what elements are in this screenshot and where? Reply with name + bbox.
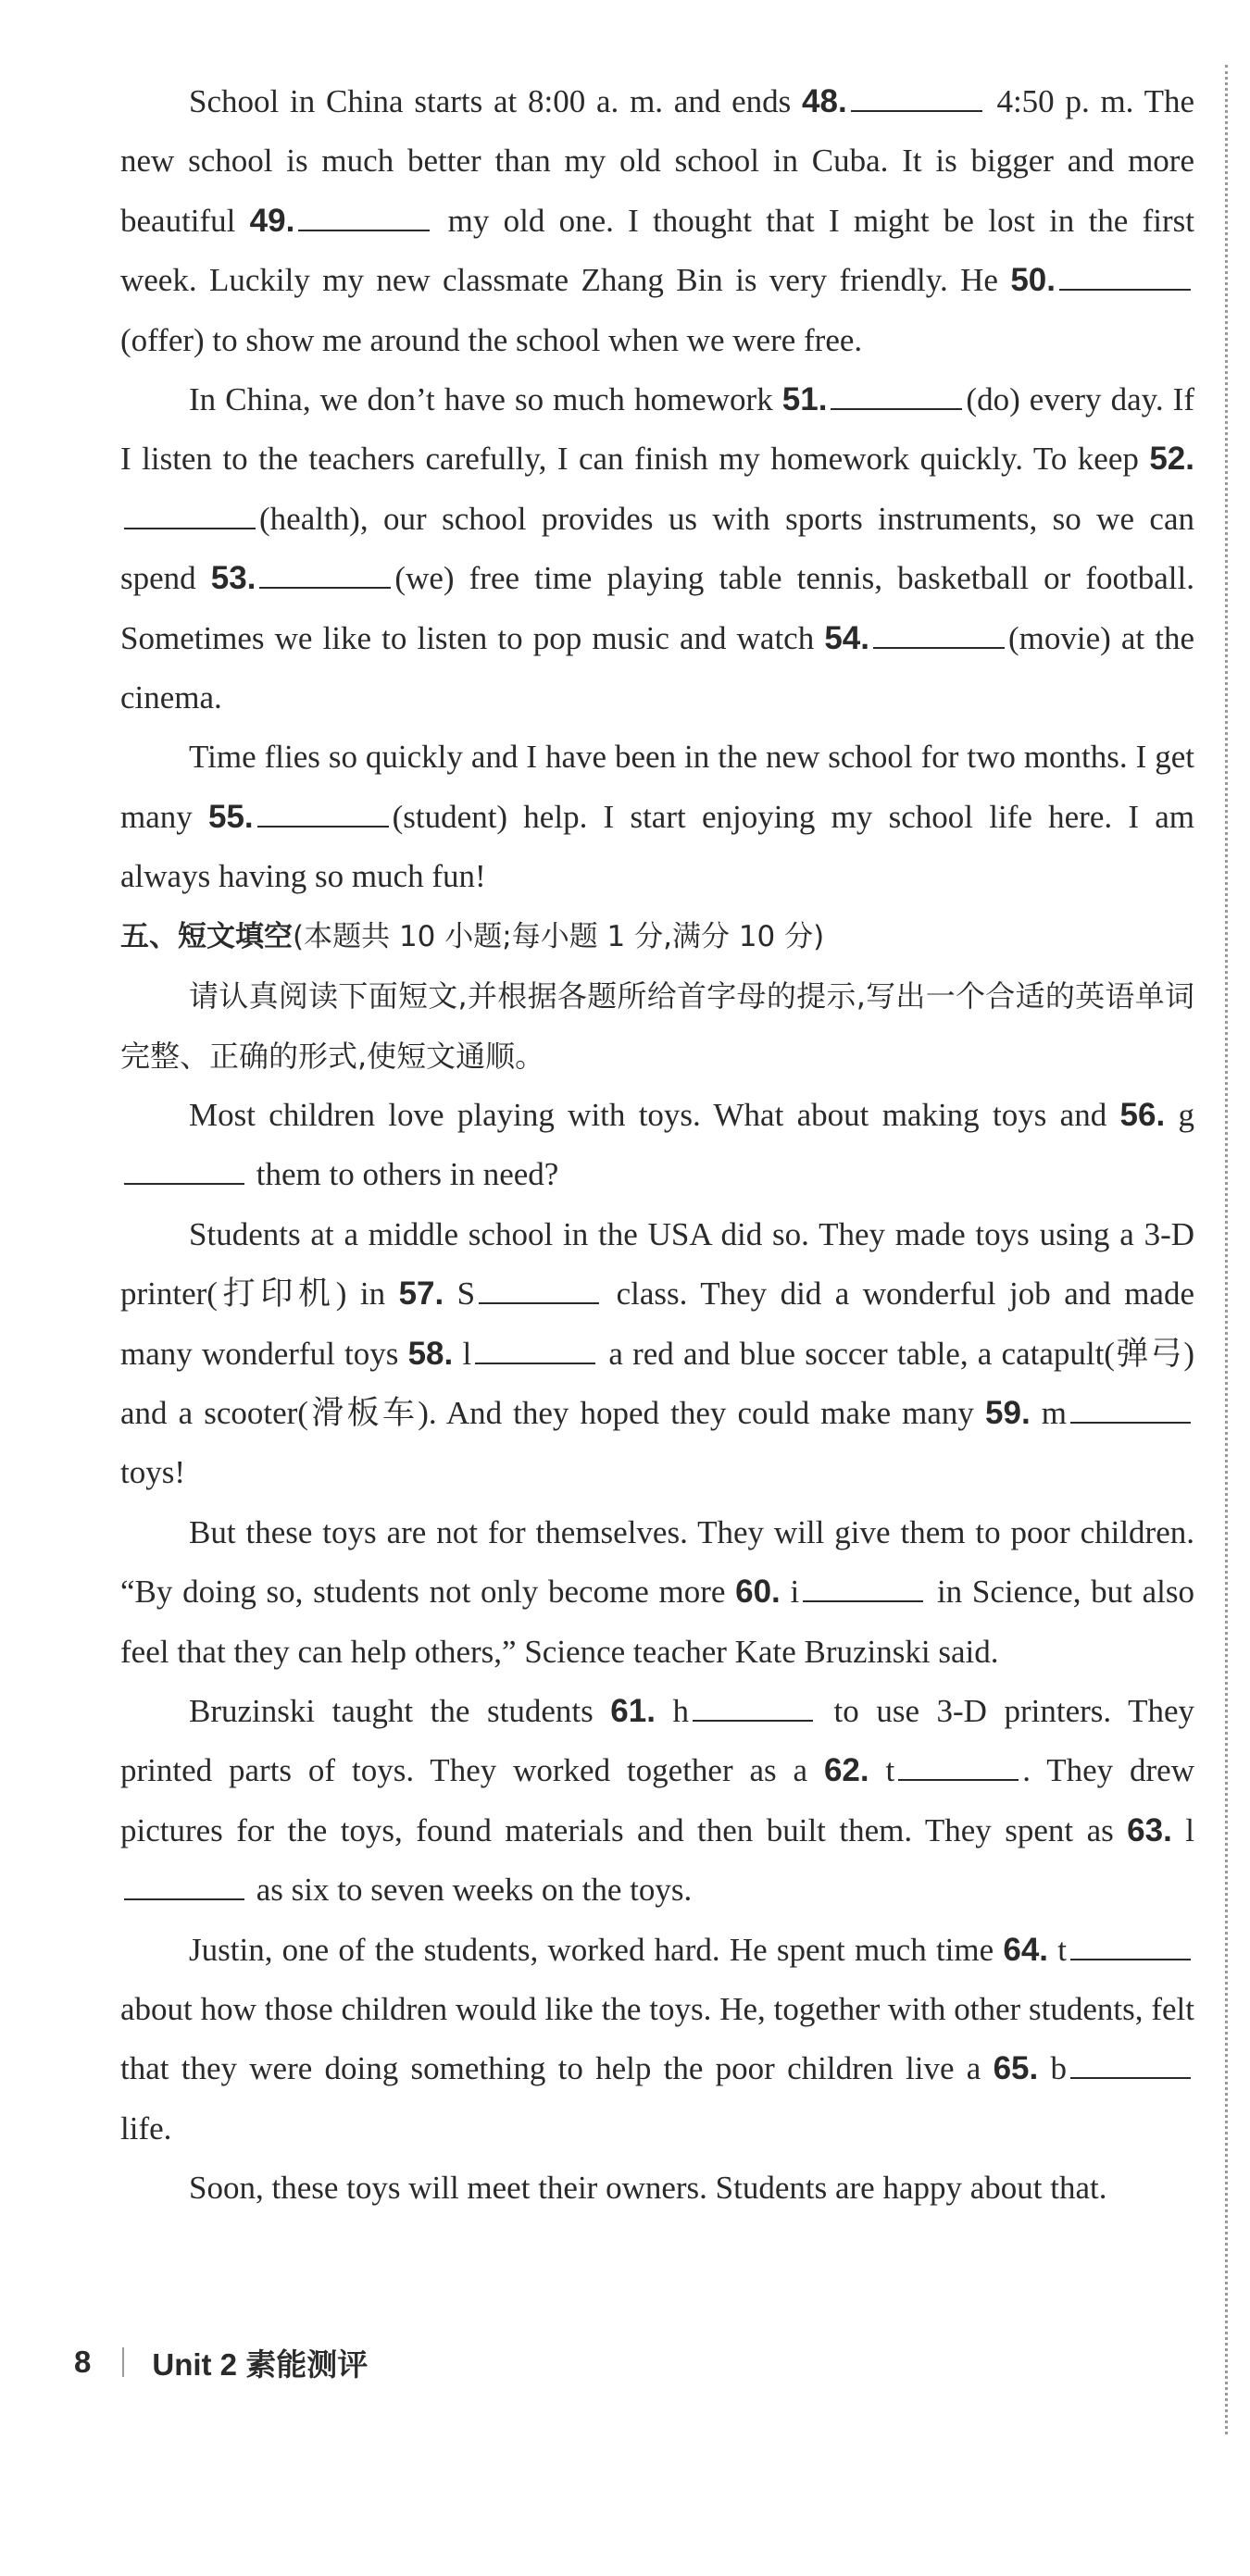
question-number-59: 59. [985,1394,1031,1431]
text: toys! [120,1454,185,1491]
question-number-55: 55. [208,798,254,835]
question-number-60: 60. [735,1574,781,1611]
footer-divider [122,2347,124,2377]
text: (health), our school provides us with sports instruments, so we can spend [120,500,1194,597]
page-footer [74,2333,368,2392]
passage1-paragraph-1 [120,72,1194,370]
text: 4:50 p. m. The new school is much better than my old school in Cuba. It is bigger and more beautiful [120,83,1194,239]
question-number-54: 54. [824,619,869,656]
text: them to others in need? [248,1156,559,1193]
text: (offer) to show me around the school when we were free. [120,321,863,358]
answer-blank-51[interactable] [831,407,962,410]
text: Bruzinski taught the students [189,1692,611,1729]
answer-blank-55[interactable] [257,825,389,828]
dotted-margin-rule [1225,65,1228,2434]
text: But these toys are not for themselves. They will give them to poor children. “By doing so, students not only become more [120,1513,1194,1611]
first-letter-hint: h [655,1692,689,1729]
answer-blank-53[interactable] [259,586,391,589]
text: as six to seven weeks on the toys. [248,1872,693,1909]
first-letter-hint: S [444,1276,476,1313]
first-letter-hint: g [1165,1096,1195,1133]
text: Most children love playing with toys. What about making toys and [189,1096,1120,1133]
first-letter-hint: b [1038,2050,1067,2087]
section-scoring-note: (本题共 10 小题;每小题 1 分,满分 10 分) [293,919,825,953]
answer-blank-61[interactable] [693,1719,813,1722]
page-number: 8 [74,2345,92,2379]
passage2-paragraph-4 [120,1682,1194,1921]
first-letter-hint: t [1048,1931,1067,1968]
text: In China, we don’t have so much homework [189,381,782,418]
question-number-49: 49. [249,202,295,239]
passage2-paragraph-1 [120,1086,1194,1205]
question-number-51: 51. [781,381,828,418]
section-instructions: 请认真阅读下面短文,并根据各题所给首字母的提示,写出一个合适的英语单词完整、正确的形式,使短文通顺。 [120,978,1194,1074]
text: Soon, these toys will meet their owners. Students are happy about that. [189,2170,1107,2207]
first-letter-hint: m [1030,1394,1067,1431]
text: (we) free time playing table tennis, basketball or football. Sometimes we like to listen to pop music and watch [120,560,1194,656]
answer-blank-59[interactable] [1070,1421,1191,1424]
first-letter-hint: t [869,1752,895,1789]
question-number-48: 48. [802,83,847,119]
question-number-62: 62. [823,1752,869,1789]
text: about how those children would like the toys. He, together with other students, felt that they were doing something to help the poor children live a [120,1991,1194,2087]
passage2-paragraph-5 [120,1921,1194,2159]
passage2-paragraph-6 [120,2159,1194,2218]
text: life. [120,2109,172,2147]
text: my old one. I thought that I might be lost in the first week. Luckily my new classmate Zhang Bin is very friendly. He [120,202,1194,299]
text-column [120,72,1194,2219]
question-number-57: 57. [398,1276,444,1313]
answer-blank-56[interactable] [124,1182,244,1185]
question-number-64: 64. [1003,1931,1049,1968]
answer-blank-65[interactable] [1070,2076,1191,2079]
text: Justin, one of the students, worked hard. He spent much time [189,1931,1004,1968]
answer-blank-60[interactable] [803,1599,923,1602]
text: a red and blue soccer table, a catapult(弹弓) and a scooter(滑板车). And they hoped they could make many [120,1335,1194,1431]
text: (movie) at the cinema. [120,619,1194,716]
question-number-52: 52. [1149,441,1194,478]
question-number-53: 53. [210,560,256,597]
section-title: 五、短文填空 [120,919,293,953]
passage2-paragraph-2 [120,1205,1194,1503]
answer-blank-58[interactable] [475,1362,595,1364]
question-number-63: 63. [1127,1811,1172,1848]
answer-blank-57[interactable] [479,1301,599,1304]
text: class. They did a wonderful job and made many wonderful toys [120,1276,1194,1372]
answer-blank-48[interactable] [851,109,982,112]
first-letter-hint: l [453,1335,472,1372]
answer-blank-52[interactable] [124,527,256,529]
text: to use 3-D printers. They printed parts of toys. They worked together as a [120,1692,1195,1789]
text: . They drew pictures for the toys, found materials and then built them. They spent as [120,1752,1194,1848]
first-letter-hint: i [780,1574,800,1611]
answer-blank-64[interactable] [1070,1958,1191,1960]
question-number-58: 58. [407,1335,454,1372]
text: (student) help. I start enjoying my school life here. I am always having so much fun! [120,798,1194,895]
passage1-paragraph-3 [120,728,1194,906]
question-number-65: 65. [993,2050,1039,2087]
question-number-50: 50. [1010,262,1056,299]
first-letter-hint: l [1171,1811,1194,1848]
answer-blank-50[interactable] [1059,288,1191,291]
text: (do) every day. If I listen to the teachers carefully, I can finish my homework quickly. To keep [120,381,1194,478]
answer-blank-62[interactable] [898,1778,1019,1781]
text: Students at a middle school in the USA did so. They made toys using a 3-D printer(打印机) in [120,1215,1194,1313]
text: Time flies so quickly and I have been in the new school for two months. I get many [120,739,1194,835]
question-number-56: 56. [1119,1096,1166,1133]
question-number-61: 61. [610,1692,656,1729]
section-heading [120,907,1194,966]
answer-blank-54[interactable] [873,646,1005,649]
answer-blank-63[interactable] [124,1898,244,1900]
unit-label: Unit 2 素能测评 [152,2346,369,2382]
answer-blank-49[interactable] [298,229,430,231]
passage1-paragraph-2 [120,370,1194,728]
passage2-paragraph-3 [120,1503,1194,1682]
text: School in China starts at 8:00 a. m. and ends [189,83,803,119]
text: in Science, but also feel that they can help others,” Science teacher Kate Bruzinski said. [120,1574,1195,1670]
